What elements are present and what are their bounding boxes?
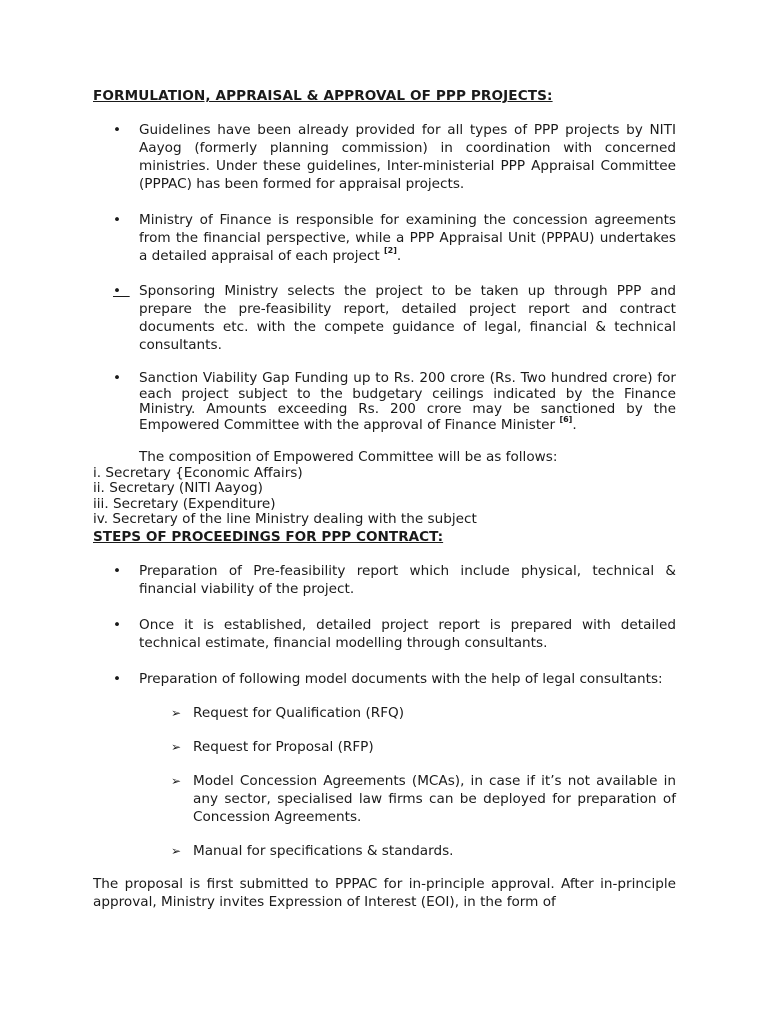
bullet-text: Once it is established, detailed project report is prepared with detailed technical estimate, financial modelling through consultants. [139,616,676,651]
bullet-text: Preparation of Pre-feasibility report which include physical, technical & financial viability of the project. [139,562,676,597]
list-item [93,842,676,860]
list-item [93,704,676,722]
list-item [93,121,676,193]
section-heading-formulation: FORMULATION, APPRAISAL & APPROVAL OF PPP PROJECTS: [93,88,553,104]
bullet-icon: • [113,122,122,138]
composition-item: i. Secretary {Economic Affairs) [93,464,303,481]
document-item-text: Request for Qualification (RFQ) [193,704,405,721]
arrow-bullet-icon: ➢ [171,843,182,858]
composition-item: iv. Secretary of the line Ministry dealing with the subject [93,511,477,527]
arrow-bullet-icon: ➢ [171,739,182,754]
committee-composition [93,449,676,528]
model-documents-list [93,704,676,860]
document-item-text: Request for Proposal (RFP) [193,738,374,755]
closing-paragraph: The proposal is first submitted to PPPAC for in-principle approval. After in-principle approval, Ministry invites Expression of Interest (EOI), in the form of [93,875,676,910]
citation-reference: [6] [559,414,573,424]
list-item [93,282,676,354]
document-page [93,87,676,924]
bullet-icon: • [113,670,122,687]
bullet-icon: • [113,370,122,386]
bullet-icon: • [113,562,122,579]
bullet-icon: • [113,212,122,228]
composition-intro: The composition of Empowered Committee will be as follows: [139,449,558,465]
arrow-bullet-icon: ➢ [171,705,182,720]
bullet-text: Preparation of following model documents with the help of legal consultants: [139,670,663,687]
list-item [93,670,676,688]
document-item-text: Manual for specifications & standards. [193,842,454,859]
bullet-text: Ministry of Finance is responsible for examining the concession agreements from the financial perspective, while a PPP Appraisal Unit (PPPAU) undertakes a detailed appraisal of each project [139,212,676,264]
composition-list [93,466,676,528]
list-item [93,772,676,826]
composition-item: ii. Secretary (NITI Aayog) [93,480,263,496]
list-item [93,738,676,756]
bullet-text: Sponsoring Ministry selects the project to be taken up through PPP and prepare the pre-feasibility report, detailed project report and contract documents etc. with the compete guidance of legal, financial & technical consultants. [139,283,676,353]
list-item [93,562,676,598]
arrow-bullet-icon: ➢ [171,773,182,788]
bullet-text: Sanction Viability Gap Funding up to Rs. 200 crore (Rs. Two hundred crore) for each project subject to the budgetary ceilings indicated by the Finance Ministry. Amounts exceeding Rs. 200 crore may be sanctioned by the Empowered Committee with the approval of Finance Minister [139,370,676,433]
bullet-icon: • [113,283,130,299]
composition-item: iii. Secretary (Expenditure) [93,495,276,512]
citation-reference: [2] [384,246,397,256]
list-item: • Sanction Viability Gap Funding up to Rs. 200 crore (Rs. Two hundred crore) for each project subject to the budgetary ceilings indicated by the Finance Ministry. Amounts exceeding Rs. 200 crore may be sanctioned by the Empowered Committee with the approval of Finance Minister [6]. The composition of Empowered Committee will be as follows: i. Secretary {Economic Affairs) ii. Secretary (NITI Aayog) iii. Secretary (Expenditure) iv. Secretary of the line Ministry dealing with the subject [93,370,676,527]
formulation-bullet-list [93,121,676,528]
bullet-icon: • [113,616,122,633]
steps-bullet-list [93,562,676,688]
bullet-text: Guidelines have been already provided for all types of PPP projects by NITI Aayog (formerly planning commission) in coordination with concerned ministries. Under these guidelines, Inter-ministerial PPP Appraisal Committee (PPPAC) has been formed for appraisal projects. [139,122,676,192]
list-item: • Ministry of Finance is responsible for examining the concession agreements from the financial perspective, while a PPP Appraisal Unit (PPPAU) undertakes a detailed appraisal of each project [2]. [113,212,676,264]
list-item [93,616,676,652]
section-heading-steps: STEPS OF PROCEEDINGS FOR PPP CONTRACT: [93,528,444,545]
document-item-text: Model Concession Agreements (MCAs), in case if it’s not available in any sector, specialised law firms can be deployed for preparation of Concession Agreements. [193,772,676,825]
